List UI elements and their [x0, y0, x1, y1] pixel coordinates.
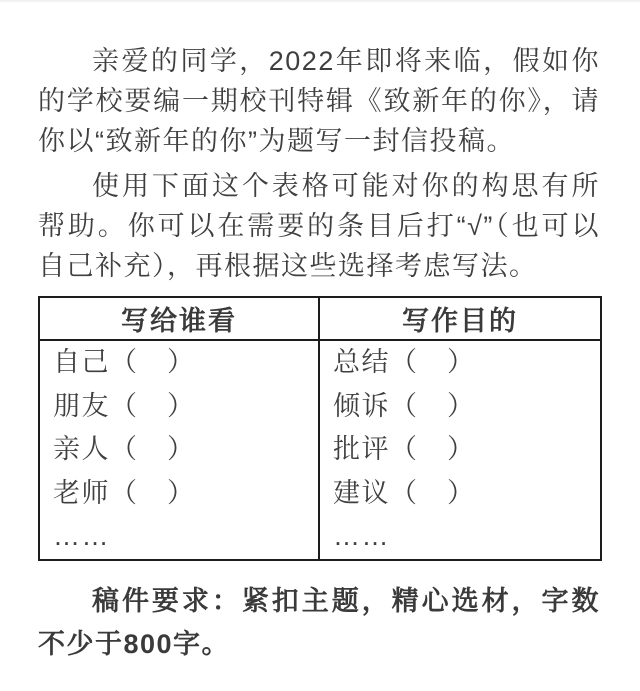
audience-option-self: 自己（ ）: [53, 347, 196, 377]
audience-option-friend: 朋友（ ）: [53, 390, 196, 421]
submission-requirements: 稿件要求：紧扣主题，精心选材，字数不少于800字。: [38, 585, 600, 659]
instructions-paragraph: 使用下面这个表格可能对你的构思有所帮助。你可以在需要的条目后打“√”（也可以自己补充），再根据这些选择考虑写法。: [38, 171, 600, 281]
audience-option-ellipsis: ……: [53, 521, 110, 551]
purpose-cell: [319, 340, 601, 560]
purpose-option-confide: 倾诉（ ）: [333, 390, 476, 421]
table-body-row: [39, 340, 601, 560]
document-page: [0, 3, 640, 666]
audience-cell: [39, 340, 319, 560]
audience-option-family: 亲人（ ）: [53, 434, 196, 464]
purpose-option-suggest: 建议（ ）: [333, 477, 476, 508]
header-purpose: 写作目的: [319, 297, 601, 340]
writing-options-table: [38, 296, 602, 561]
audience-option-teacher: 老师（ ）: [53, 477, 196, 508]
purpose-option-ellipsis: ……: [333, 521, 390, 551]
intro-paragraph: 亲爱的同学，2022年即将来临，假如你的学校要编一期校刊特辑《致新年的你》，请你以“致新年的你”为题写一封信投稿。: [38, 46, 600, 156]
table-header-row: [39, 297, 601, 340]
purpose-option-summarize: 总结（ ）: [333, 347, 476, 377]
header-audience: 写给谁看: [39, 297, 319, 340]
purpose-option-criticize: 批评（ ）: [333, 434, 476, 464]
